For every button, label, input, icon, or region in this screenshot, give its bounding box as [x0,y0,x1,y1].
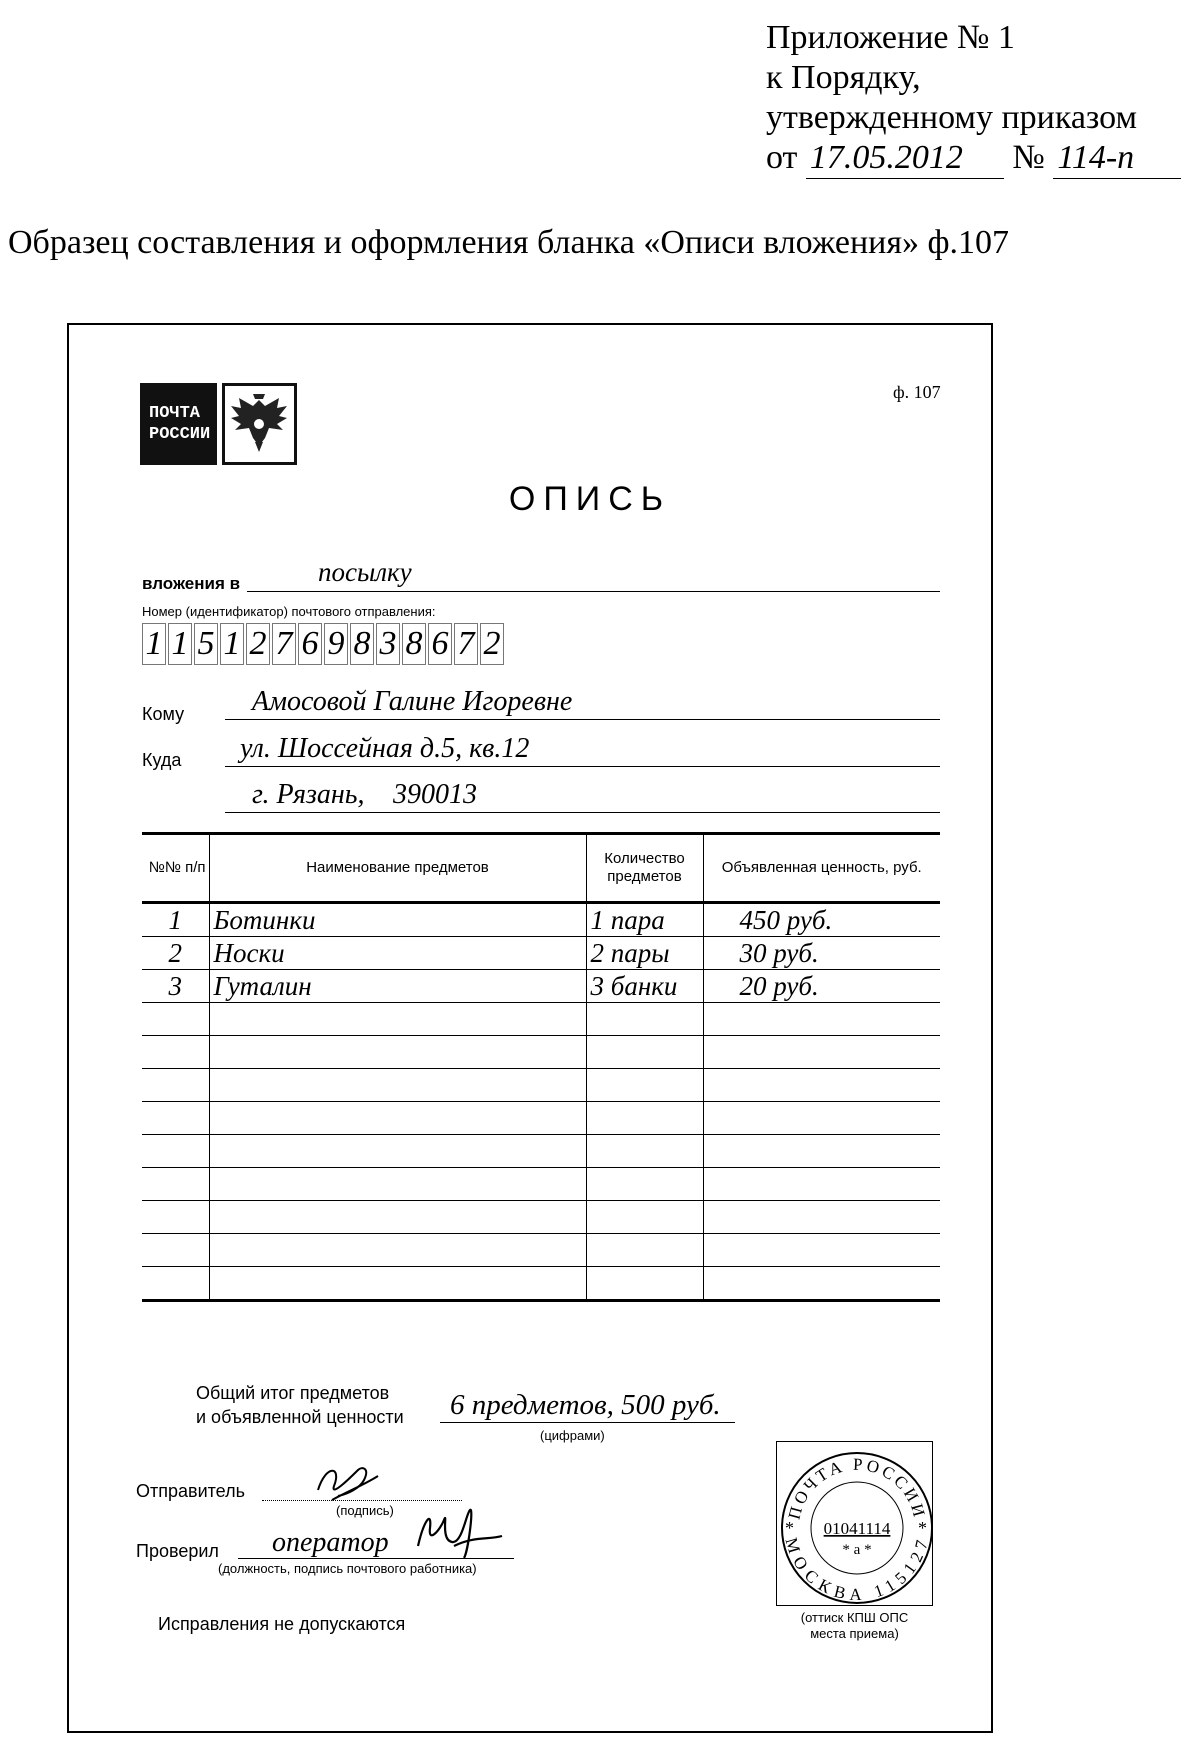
no-corrections-note: Исправления не допускаются [158,1614,406,1634]
id-digit-box: 3 [376,623,400,665]
item-declared-value [703,1102,940,1135]
total-label-line-1: Общий итог предметов [196,1383,390,1403]
item-number [142,1102,209,1135]
sender-hint: (подпись) [336,1503,394,1518]
appendix-line-2: к Порядку, [766,59,921,96]
item-name: Гуталин [209,970,586,1003]
item-number: 3 [142,970,209,1003]
item-declared-value [703,1069,940,1102]
item-quantity [586,1234,703,1267]
item-declared-value [703,1201,940,1234]
table-row [142,937,940,970]
header-quantity: Количество предметов [586,834,703,903]
total-underline [440,1422,735,1423]
table-row [142,1135,940,1168]
total-label-line-2: и объявленной ценности [196,1407,404,1427]
item-number: 2 [142,937,209,970]
header-item-name: Наименование предметов [209,834,586,903]
order-number: 114-п [1053,138,1181,179]
sender-signature [312,1456,382,1506]
sender-label: Отправитель [136,1481,245,1501]
table-row [142,1234,940,1267]
item-number [142,1003,209,1036]
table-header-row [142,834,940,903]
id-digit-box: 7 [454,623,478,665]
item-declared-value: 30 руб. [703,937,940,970]
item-number [142,1168,209,1201]
header-number: №№ п/п [148,859,206,876]
table-row [142,1069,940,1102]
item-name: Ботинки [209,903,586,937]
item-number [142,1135,209,1168]
item-quantity [586,1267,703,1301]
id-digit-box: 8 [402,623,426,665]
table-row [142,1267,940,1301]
stamp-caption-line-1: (оттиск КПШ ОПС [800,1610,909,1625]
item-name [209,1267,586,1301]
table-row [142,903,940,937]
table-row [142,1102,940,1135]
number-prefix: № [1012,139,1045,176]
item-declared-value: 20 руб. [703,970,940,1003]
item-number [142,1234,209,1267]
item-name [209,1168,586,1201]
logo-line-2: РОССИИ [149,425,211,444]
table-row [142,1003,940,1036]
item-declared-value [703,1036,940,1069]
svg-text:ПОЧТА РОССИИ [785,1455,930,1522]
stamp-caption-line-2: места приема) [810,1626,899,1641]
id-digit-box: 7 [272,623,296,665]
stamp-center-code: 01041114 [823,1519,891,1538]
item-name [209,1201,586,1234]
where-underline-1 [225,766,940,767]
item-quantity [586,1102,703,1135]
id-digit-box: 6 [428,623,452,665]
header-declared-value: Объявленная ценность, руб. [703,834,940,903]
where-index: 390013 [393,779,477,810]
id-digit-box: 2 [246,623,270,665]
id-digit-box: 5 [194,623,218,665]
post-office-stamp [777,1442,934,1607]
form-title: ОПИСЬ [508,480,672,518]
item-declared-value [703,1003,940,1036]
item-quantity [586,1201,703,1234]
id-digit-box: 6 [298,623,322,665]
checked-label: Проверил [136,1541,219,1561]
item-number [142,1036,209,1069]
checked-hint: (должность, подпись почтового работника) [218,1561,477,1576]
id-digit-box: 2 [480,623,504,665]
item-declared-value: 450 руб. [703,903,940,937]
item-name [209,1102,586,1135]
item-number [142,1069,209,1102]
where-line-1: ул. Шоссейная д.5, кв.12 [240,733,530,764]
item-declared-value [703,1267,940,1301]
item-name [209,1036,586,1069]
item-name [209,1003,586,1036]
appendix-line-1: Приложение № 1 [766,19,1015,56]
id-digit-box: 9 [324,623,348,665]
form-code: ф. 107 [893,382,941,402]
total-value: 6 предметов, 500 руб. [450,1389,721,1421]
table-row [142,1201,940,1234]
appendix-header [766,18,1181,179]
post-office-stamp-frame [776,1441,933,1606]
id-digit-box: 8 [350,623,374,665]
total-hint: (цифрами) [540,1428,605,1443]
to-underline [225,719,940,720]
where-underline-2 [225,812,940,813]
item-number [142,1201,209,1234]
item-declared-value [703,1168,940,1201]
id-digit-box: 1 [168,623,192,665]
date-prefix: от [766,139,798,176]
items-body [142,903,940,1301]
item-quantity [586,1003,703,1036]
enclosure-underline [247,591,940,592]
id-digit-box: 1 [142,623,166,665]
sample-title: Образец составления и оформления бланка «Описи вложения» ф.107 [8,224,1010,261]
item-quantity [586,1168,703,1201]
where-label: Куда [142,750,182,770]
svg-text:*: * [785,1518,794,1538]
appendix-order-line [766,138,1181,179]
to-label: Кому [142,704,185,724]
item-name [209,1234,586,1267]
item-quantity [586,1135,703,1168]
checked-value: оператор [272,1527,389,1558]
enclosure-value: посылку [318,557,412,587]
item-quantity: 2 пары [586,937,703,970]
stamp-arc-top: ПОЧТА РОССИИ [784,1454,930,1522]
tracking-id-boxes [142,623,506,665]
item-quantity: 1 пара [586,903,703,937]
appendix-line-3: утвержденному приказом [766,99,1138,136]
item-number: 1 [142,903,209,937]
item-name [209,1135,586,1168]
to-value: Амосовой Галине Игоревне [252,686,573,717]
logo-line-1: ПОЧТА [149,404,201,423]
svg-text:*: * [918,1518,927,1538]
id-label: Номер (идентификатор) почтового отправления: [142,604,436,619]
item-name [209,1069,586,1102]
total-label [196,1381,404,1429]
item-declared-value [703,1135,940,1168]
stamp-center-letter: * а * [842,1542,872,1558]
item-number [142,1267,209,1301]
where-city: г. Рязань, [252,779,365,810]
russian-post-logo [140,383,217,465]
stamp-caption [776,1610,933,1642]
item-declared-value [703,1234,940,1267]
enclosure-label: вложения в [142,574,241,593]
item-quantity [586,1069,703,1102]
double-eagle-emblem-icon [222,383,297,465]
operator-signature [414,1500,504,1562]
id-digit-box: 1 [220,623,244,665]
item-quantity [586,1036,703,1069]
table-row [142,1036,940,1069]
table-row [142,1168,940,1201]
item-name: Носки [209,937,586,970]
items-table [142,832,940,1302]
table-row [142,970,940,1003]
item-quantity: 3 банки [586,970,703,1003]
stamp-arc-bottom: МОСКВА 115127 [781,1535,933,1605]
order-date: 17.05.2012 [806,138,1004,179]
